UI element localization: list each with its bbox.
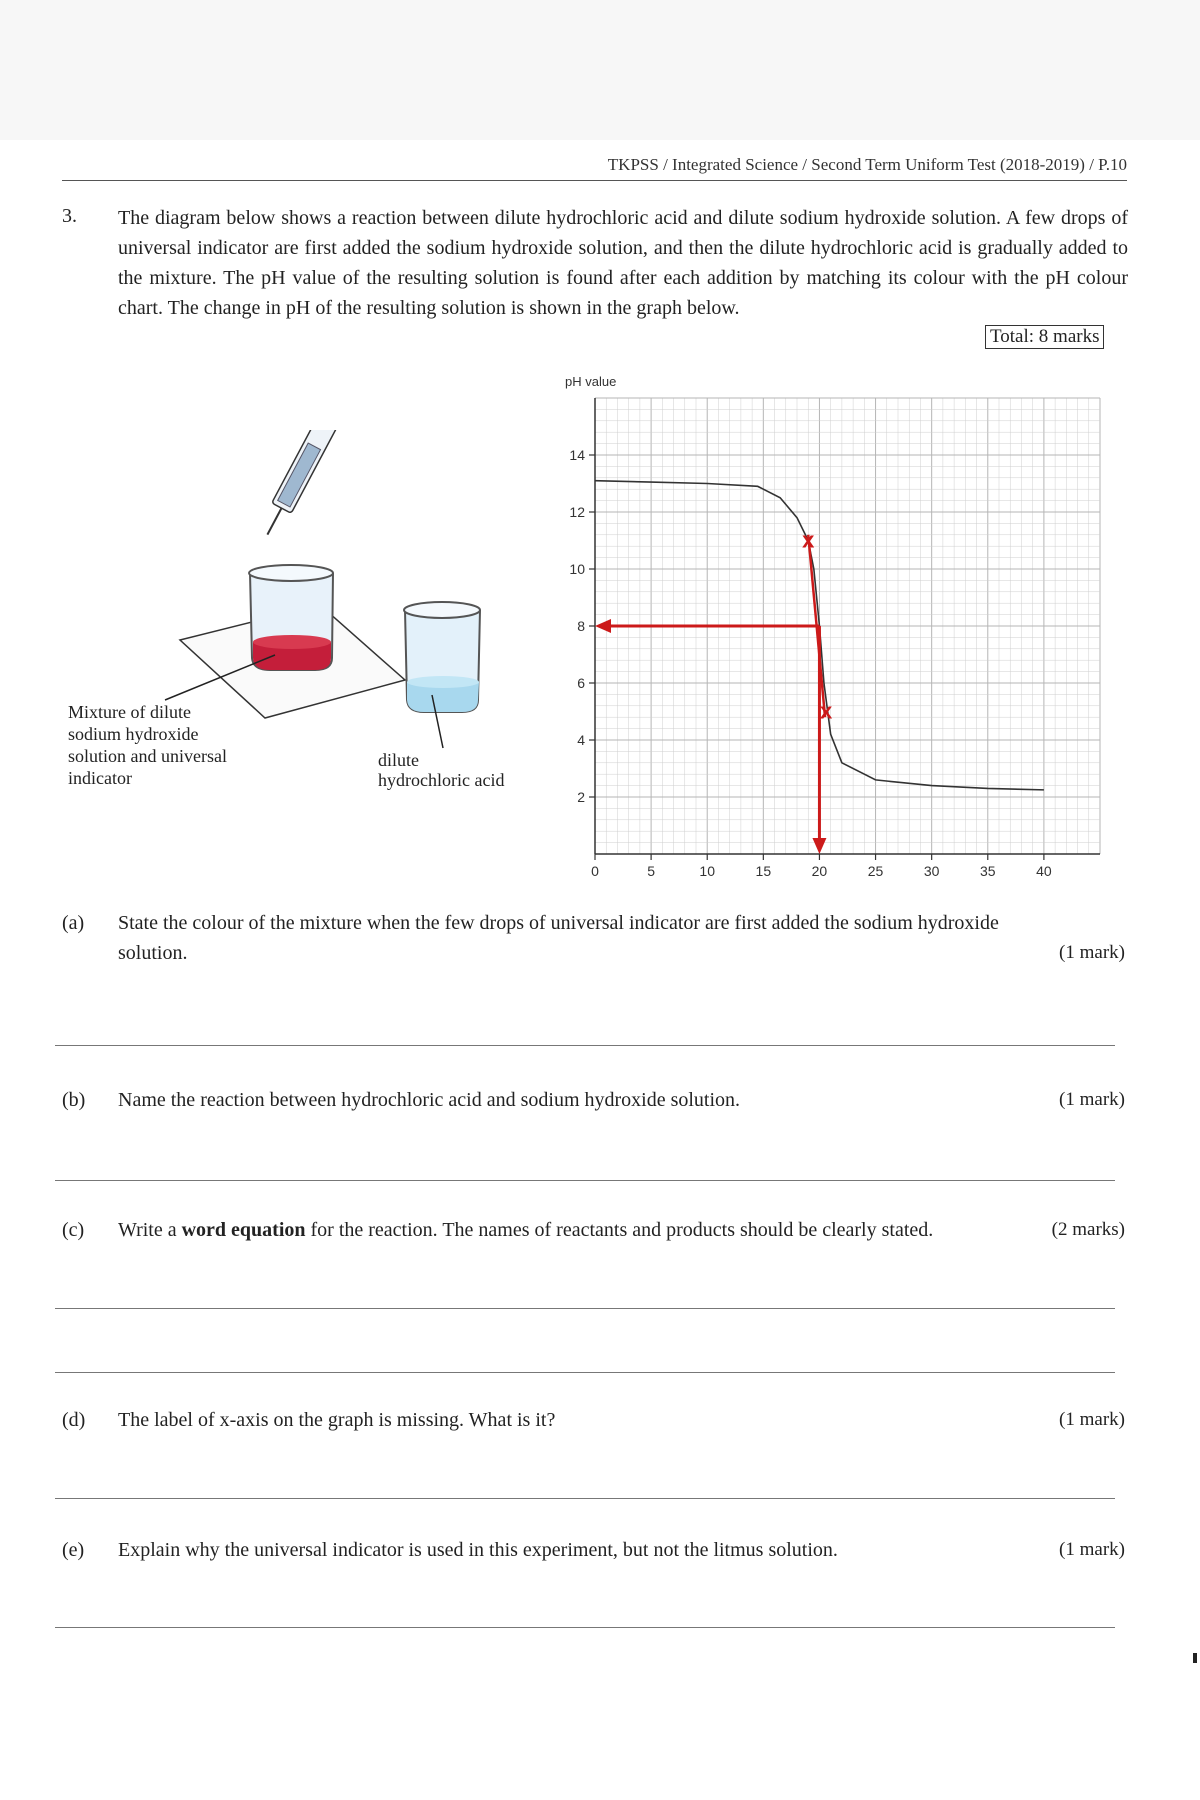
answer-line-e[interactable] [55, 1627, 1115, 1628]
y-tick-label: 2 [577, 789, 585, 805]
part-b-marks: (1 mark) [1059, 1089, 1125, 1110]
x-tick-label: 35 [979, 863, 996, 879]
y-axis-label: pH value [565, 374, 617, 389]
mixture-label-line-2: sodium hydroxide [68, 724, 199, 744]
total-marks-box: Total: 8 marks [985, 325, 1104, 349]
top-margin [0, 0, 1200, 140]
part-c-text [118, 1215, 968, 1245]
edge-mark [1193, 1653, 1197, 1663]
ph-graph [545, 370, 1110, 890]
page-header: TKPSS / Integrated Science / Second Term Uniform Test (2018-2019) / P.10 [607, 155, 1127, 174]
y-tick-label: 8 [577, 618, 585, 634]
y-tick-label: 6 [577, 675, 585, 691]
x-tick-label: 30 [923, 863, 940, 879]
mixture-label-line-3: solution and universal [68, 746, 227, 766]
x-tick-label: 5 [647, 863, 656, 879]
part-b-letter: (b) [62, 1089, 86, 1111]
part-c-letter: (c) [62, 1219, 85, 1241]
question-intro: The diagram below shows a reaction between dilute hydrochloric acid and dilute sodium hydroxide solution. A few drops of universal indicator are first added the sodium hydroxide solution, and then the dilute hydrochloric acid is gradually added to the mixture. The pH value of the resulting solution is found after each addition by matching its colour with the pH colour chart. The change in pH of the resulting solution is shown in the graph below. [118, 207, 1128, 319]
acid-label-line-1: dilute [378, 750, 419, 770]
part-d-letter: (d) [62, 1409, 86, 1431]
answer-line-a[interactable] [55, 1045, 1115, 1046]
ph-graph-svg [545, 370, 1110, 890]
syringe-icon [252, 430, 374, 543]
part-b-text: Name the reaction between hydrochloric acid and sodium hydroxide solution. [118, 1089, 741, 1111]
answer-line-d[interactable] [55, 1498, 1115, 1499]
part-c-text-before: Write a [118, 1219, 182, 1241]
part-c-marks: (2 marks) [1051, 1219, 1125, 1240]
part-c-text-after: for the reaction. The names of reactants and products should be clearly stated. [305, 1219, 934, 1241]
part-e-marks: (1 mark) [1059, 1539, 1125, 1560]
header-rule [62, 180, 1127, 181]
y-tick-label: 4 [577, 732, 585, 748]
y-tick-label: 10 [569, 561, 585, 577]
apparatus-diagram [60, 430, 540, 810]
x-tick-label: 15 [755, 863, 772, 879]
annotation-arrowhead-left [595, 619, 611, 633]
part-a-letter: (a) [62, 912, 85, 934]
mixture-label-line-4: indicator [68, 768, 132, 788]
y-tick-label: 12 [569, 504, 585, 520]
part-e-letter: (e) [62, 1539, 85, 1561]
question-number: 3. [62, 205, 77, 227]
x-tick-label: 40 [1036, 863, 1052, 879]
beaker-with-mixture-icon [249, 565, 333, 670]
part-a-marks: (1 mark) [1059, 942, 1125, 963]
x-tick-label: 25 [867, 863, 884, 879]
answer-line-c-1[interactable] [55, 1308, 1115, 1309]
cross-marker: x [820, 698, 833, 724]
y-tick-label: 14 [569, 447, 585, 463]
acid-label-line-2: hydrochloric acid [378, 770, 505, 790]
x-tick-label: 10 [699, 863, 716, 879]
cross-marker: x [802, 527, 815, 553]
part-e-text: Explain why the universal indicator is used in this experiment, but not the litmus solution. [118, 1539, 838, 1561]
x-tick-label: 20 [811, 863, 828, 879]
x-tick-label: 0 [591, 863, 599, 879]
part-d-text: The label of x-axis on the graph is missing. What is it? [118, 1409, 556, 1431]
part-c-keyword: word equation [181, 1219, 306, 1241]
part-d-marks: (1 mark) [1059, 1409, 1125, 1430]
mixture-label-line-1: Mixture of dilute [68, 702, 191, 722]
annotation-arrowhead-down [812, 838, 826, 854]
part-a-text: State the colour of the mixture when the few drops of universal indicator are first added the sodium hydroxide solution. [118, 912, 999, 964]
beaker-with-acid-icon [404, 602, 480, 712]
answer-line-b[interactable] [55, 1180, 1115, 1181]
answer-line-c-2[interactable] [55, 1372, 1115, 1373]
